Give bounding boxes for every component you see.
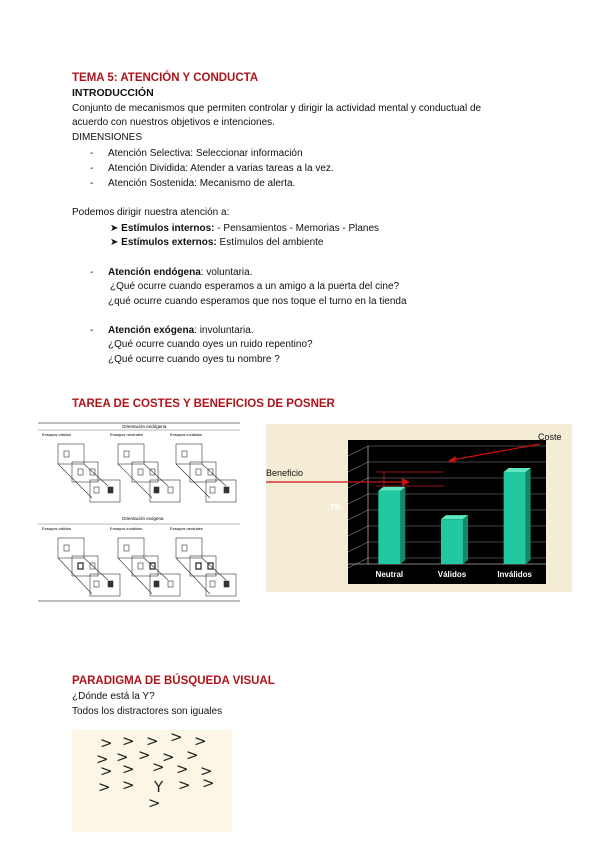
page-title: TEMA 5: ATENCIÓN Y CONDUCTA [72,72,259,84]
exogena-q1: ¿Qué ocurre cuando oyes un ruido repentino? [108,339,313,350]
distractor-glyph: > [122,776,135,794]
bar [504,472,526,564]
dimension-item [90,177,93,190]
endogena-dash: - [90,267,94,278]
distractor-glyph: > [96,750,109,768]
trial-panel [118,444,180,502]
trial-panel [118,538,180,596]
direct-item-externos [110,236,323,249]
endogena-rest: : voluntaria. [200,267,253,278]
x-tick-label: Válidos [437,570,467,579]
visual-search-display [72,730,232,832]
bar-side [526,468,531,564]
bar [378,491,400,564]
diagram-bottom-col: Ensayos inválidos [110,526,143,531]
diagram-bottom-col: Ensayos neutrales [170,526,203,531]
x-tick-label: Neutral [375,570,404,579]
distractor-glyph: > [170,730,183,746]
dash-bullet: - [90,148,94,159]
endogena-q1: ¿Qué ocurre cuando esperamos a un amigo a la puerta del cine? [110,281,400,292]
direct-item-internos [110,222,379,235]
distractor-glyph: > [194,732,207,750]
busqueda-title: PARADIGMA DE BÚSQUEDA VISUAL [72,675,275,687]
dash-bullet: - [90,178,94,189]
annotation-coste: Coste [538,432,562,442]
distractor-glyph: > [178,776,191,794]
endogena-bold: Atención endógena [108,267,201,278]
diagram-bottom-col: Ensayos válidos [42,526,71,531]
exogena-dash: - [90,325,94,336]
distractor-glyph: > [200,762,213,780]
intro-heading: INTRODUCCIÓN [72,87,154,99]
busqueda-question: ¿Dónde está la Y? [72,691,155,702]
distractor-glyph: > [176,760,189,778]
posner-diagram-svg [38,420,240,604]
direct-item-rest: Estímulos del ambiente [216,237,324,248]
diagram-top-col: Ensayos válidos [42,432,71,437]
exogena-q2: ¿Qué ocurre cuando oyes tu nombre ? [108,354,280,365]
diagram-top-col: Ensayos neutrales [110,432,143,437]
endogena-q2: ¿qué ocurre cuando esperamos que nos toque el turno en la tienda [108,296,407,307]
trial-panel [58,538,120,596]
distractor-glyph: > [116,748,129,766]
y-axis-label: TR [330,503,341,512]
dimension-text: Atención Selectiva: Seleccionar información [108,148,303,159]
intro-line-1: Conjunto de mecanismos que permiten controlar y dirigir la actividad mental y conductual de [72,103,482,114]
diagram-top-label: Orientación endógena [122,424,167,429]
distractor-glyph: > [100,734,113,752]
distractor-glyph: > [122,760,135,778]
exogena-rest: : involuntaria. [194,325,254,336]
dimension-item [90,147,93,160]
distractor-glyph: > [98,778,111,796]
target-y-glyph: Y [154,778,164,796]
direct-item-bold: Estímulos internos: [121,223,215,234]
posner-title: TAREA DE COSTES Y BENEFICIOS DE POSNER [72,398,335,410]
bar-side [400,487,405,564]
distractor-glyph: > [162,748,175,766]
distractor-glyph: > [202,774,215,792]
diagram-bottom-label: Orientación exógena [122,516,164,521]
trial-panel [176,444,236,502]
bar [441,519,463,564]
trial-panel [58,444,120,502]
exogena-line [108,324,254,337]
direct-item-bold: Estímulos externos: [121,237,217,248]
arrow-bullet-icon: ➤ [110,223,119,234]
bar-side [463,515,468,564]
annotation-beneficio: Beneficio [266,468,304,478]
x-tick-label: Inválidos [497,570,533,579]
bar-chart-svg [266,424,572,592]
posner-chart [266,424,572,592]
distractor-glyph: > [152,758,165,776]
dash-bullet: - [90,163,94,174]
dimension-item [90,162,93,175]
distractor-glyph: > [186,746,199,764]
visual-search-svg [72,730,232,832]
arrow-bullet-icon: ➤ [110,237,119,248]
posner-diagram [38,420,240,604]
intro-line-2: acuerdo con nuestros objetivos e intenciones. [72,117,275,128]
diagram-top-col: Ensayos inválidos [170,432,203,437]
trial-panel [176,538,236,596]
distractor-glyph: > [100,762,113,780]
direct-lead: Podemos dirigir nuestra atención a: [72,207,230,218]
distractor-glyph: > [122,732,135,750]
distractor-glyph: > [148,794,161,812]
dimension-text: Atención Dividida: Atender a varias tareas a la vez. [108,163,334,174]
distractor-glyph: > [138,746,151,764]
exogena-bold: Atención exógena [108,325,195,336]
dimension-text: Atención Sostenida: Mecanismo de alerta. [108,178,296,189]
dimensiones-label: DIMENSIONES [72,132,143,143]
direct-item-rest: - Pensamientos - Memorias - Planes [214,223,380,234]
busqueda-note: Todos los distractores son iguales [72,706,223,717]
endogena-line [108,266,253,279]
distractor-glyph: > [146,732,159,750]
